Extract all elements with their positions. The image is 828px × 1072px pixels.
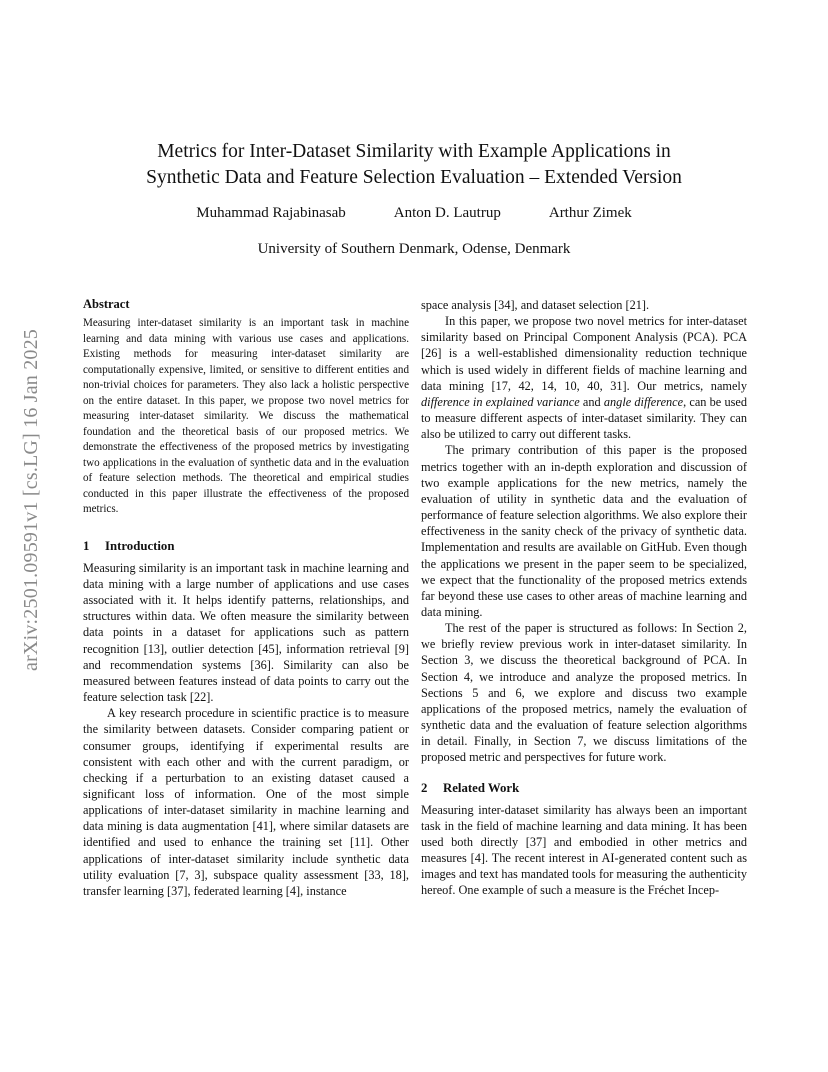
intro-p3-text-a: In this paper, we propose two novel metrics for inter-dataset similarity based on Principal Component Analysis (PCA). PCA [26] is a well-established dimensionality reduction technique which is used widely in different fields of machine learning and data mining [17, 42, 14, 10, 40, 31]. Our metrics, namely: [421, 314, 747, 393]
abstract-heading: Abstract: [83, 297, 130, 311]
metric-name-angle-difference: angle difference: [603, 394, 684, 409]
section-title: Related Work: [443, 780, 520, 795]
intro-p3-text-c: , can be used to measure different aspects of inter-dataset similarity. They can also be utilized to carry out different tasks.: [421, 394, 747, 442]
abstract-section: [83, 296, 409, 518]
author-name: Arthur Zimek: [548, 205, 632, 221]
metric-name-explained-variance: difference in explained variance: [421, 394, 580, 409]
intro-paragraph-2: A key research procedure in scientific practice is to measure the similarity between datasets. Consider comparing patient or consumer groups, identifying if experimental results are consistent with each other and with the current paradigm, or checking if a perturbation to an existing dataset caused a significant loss of information. One of the most simple applications of inter-dataset similarity in machine learning and data mining is data augmentation [41], where similar datasets are identified and used to enhance the training set [11]. Other applications of inter-dataset similarity include synthetic data utility evaluation [7, 3], subspace quality assessment [33, 18], transfer learning [37], federated learning [4], instance: [83, 706, 409, 898]
right-column: [421, 297, 747, 899]
intro-paragraph-2-continued: space analysis [34], and dataset selection [21].: [421, 298, 650, 312]
affiliation: University of Southern Denmark, Odense, Denmark: [257, 241, 571, 257]
intro-paragraph-4: The primary contribution of this paper is the proposed metrics together with an in-depth exploration and discussion of two example applications for the new metrics, namely the evaluation of utility in synthetic data and the evaluation of performance of feature selection algorithms. We also explore their effectiveness in the sanity check of the privacy of synthetic data. Implementation and results are available on GitHub. Even though the applications we present in the paper seem to be specialized, we expect that the functionality of the proposed metrics extends far beyond these use cases to other areas of machine learning and data mining.: [421, 443, 747, 619]
intro-p3-text-b: and: [579, 394, 604, 409]
section-number: 2: [421, 780, 428, 795]
section-title: Introduction: [105, 538, 175, 553]
author-name: Anton D. Lautrup: [393, 205, 501, 221]
abstract-text: Measuring inter-dataset similarity is an important task in machine learning and data mining with various use cases and applications. Existing methods for measuring inter-dataset similarity are computationally expensive, limited, or sensitive to different entities and non-trivial choices for parameters. They also lack a holistic perspective on the entire dataset. In this paper, we propose two novel metrics for measuring inter-dataset similarity. We discuss the mathematical foundation and the theoretical basis of our proposed metrics. We demonstrate the effectiveness of the proposed metrics by investigating two applications in the evaluation of synthetic data and in the evaluation of feature selection methods. The theoretical and empirical studies conducted in this paper illustrate the effectiveness of the proposed metrics.: [83, 317, 409, 516]
author-list: [100, 205, 728, 222]
intro-paragraph-5: The rest of the paper is structured as follows: In Section 2, we briefly review previous work in inter-dataset similarity. In Section 3, we discuss the theoretical background of PCA. In Section 4, we introduce and analyze the proposed metrics. In Sections 5 and 6, we explore and discuss two example applications of the proposed metrics, namely the evaluation of synthetic data and the evaluation of feature selection algorithms in detail. Finally, in Section 7, we discuss limitations of the proposed metric and perspectives for future work.: [421, 621, 747, 765]
section-heading-introduction: [83, 538, 409, 554]
author-name: Muhammad Rajabinasab: [196, 205, 346, 221]
section-heading-related-work: [421, 780, 747, 796]
title-line-2: Synthetic Data and Feature Selection Evaluation – Extended Version: [146, 167, 682, 188]
arxiv-stamp-text: arXiv:2501.09591v1 [cs.LG] 16 Jan 2025: [20, 329, 42, 671]
paper-title: [100, 139, 728, 191]
intro-paragraph-3: [421, 313, 747, 442]
left-column: [83, 296, 409, 899]
intro-paragraph-1: Measuring similarity is an important task in machine learning and data mining with a large number of applications and use cases associated with it. It helps identify patterns, relationships, and structures within data. We often measure the similarity between data points in a dataset for applications such as pattern recognition [13], outlier detection [45], information retrieval [9] and recommendation systems [36]. Similarity can also be measured between features instead of data points to carry out the feature selection task [22].: [83, 560, 409, 705]
title-line-1: Metrics for Inter-Dataset Similarity with Example Applications in: [157, 141, 671, 162]
related-work-paragraph-1: Measuring inter-dataset similarity has always been an important task in the field of machine learning and data mining. It has been used both directly [37] and embodied in other metrics and measures [4]. The recent interest in AI-generated content such as images and text has mandated tools for measuring the authenticity hereof. One example of such a measure is the Fréchet Incep-: [421, 802, 747, 898]
section-number: 1: [83, 538, 90, 553]
